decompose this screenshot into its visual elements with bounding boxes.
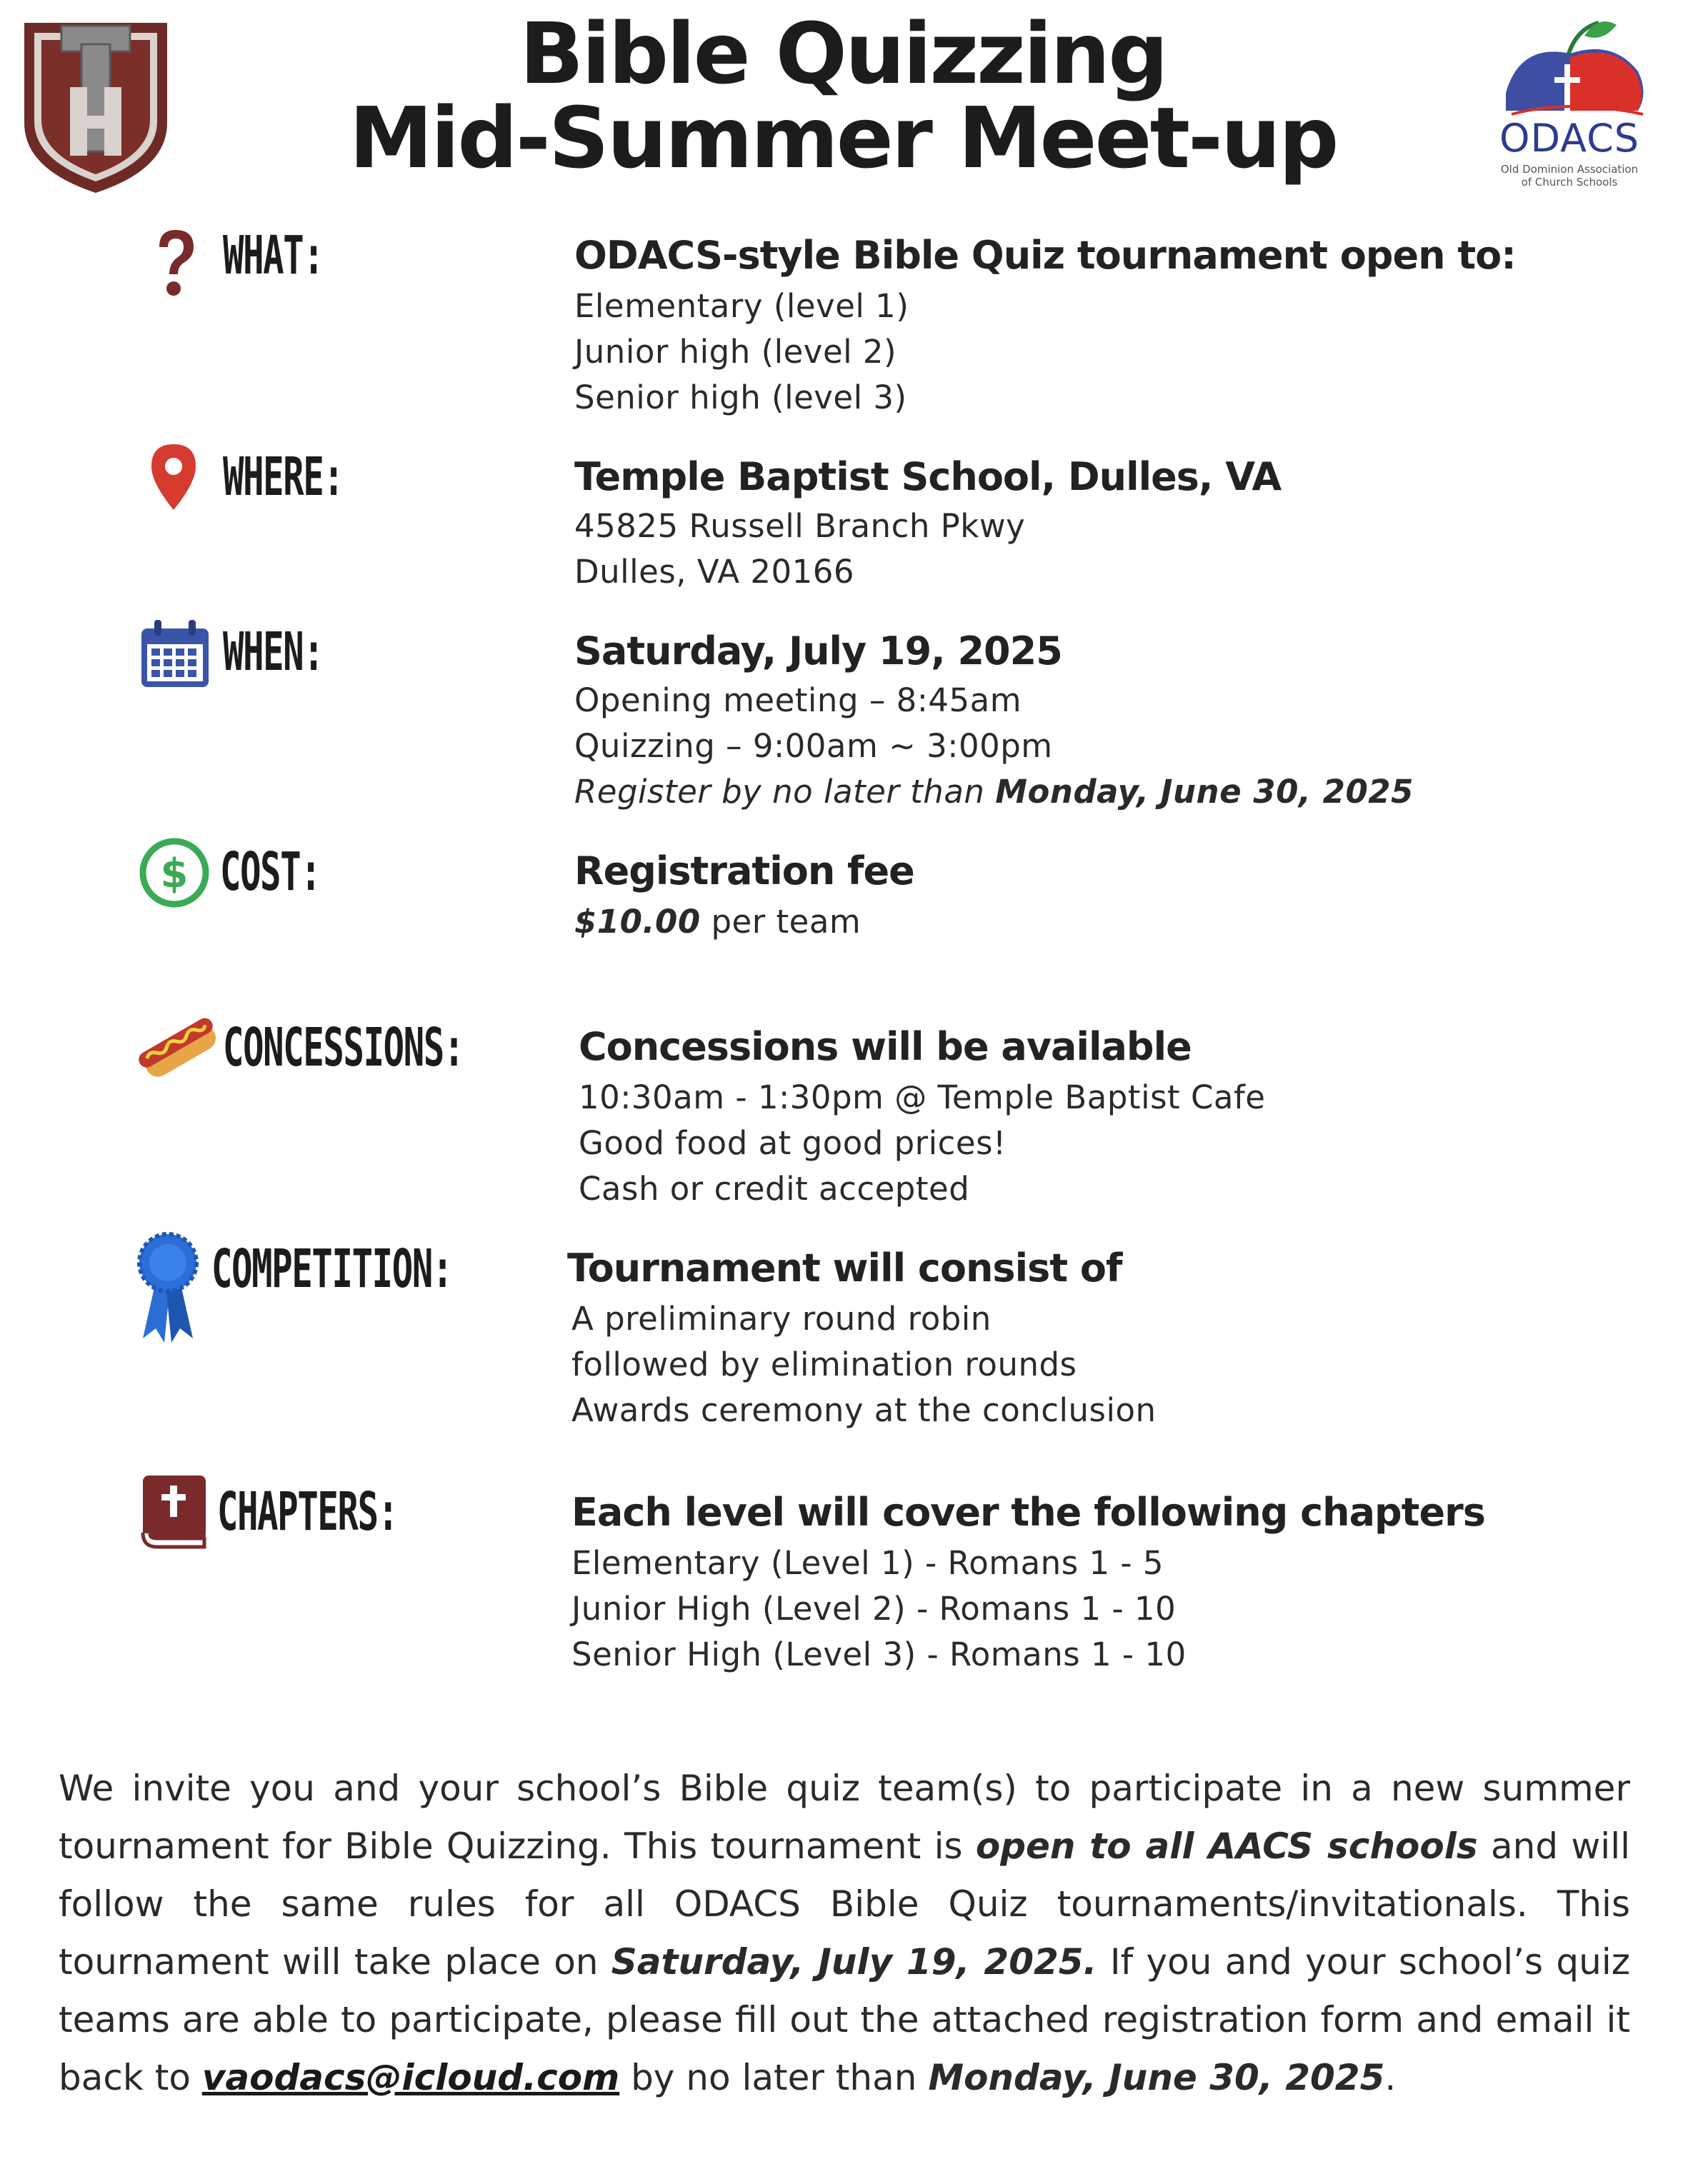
- chapters-heading: Each level will cover the following chapters: [571, 1490, 1485, 1535]
- bible-icon: [139, 1473, 209, 1550]
- dollar-icon: [139, 837, 210, 908]
- chapters-label: CHAPTERS:: [217, 1481, 398, 1543]
- concessions-line-2: Good food at good prices!: [579, 1124, 1007, 1162]
- temple-baptist-shield-logo: [17, 16, 174, 196]
- where-line-1: 45825 Russell Branch Pkwy: [574, 507, 1026, 545]
- odacs-logo-text: ODACS: [1499, 116, 1640, 161]
- cost-price-line: $10.00 per team: [574, 903, 862, 941]
- what-heading: ODACS-style Bible Quiz tournament open to:: [574, 233, 1516, 278]
- competition-line-2: followed by elimination rounds: [571, 1346, 1077, 1383]
- page-title-line2: Mid-Summer Meet-up: [349, 89, 1337, 187]
- cost-label: COST:: [220, 841, 321, 903]
- concessions-heading: Concessions will be available: [579, 1024, 1192, 1069]
- what-label: WHAT:: [223, 225, 324, 286]
- concessions-line-1: 10:30am - 1:30pm @ Temple Baptist Cafe: [579, 1078, 1266, 1116]
- odacs-logo-subtitle: Old Dominion Association of Church Schools: [1500, 163, 1639, 189]
- calendar-icon: [139, 618, 211, 690]
- when-label: WHEN:: [223, 621, 324, 683]
- question-mark-icon: [154, 227, 198, 299]
- competition-heading: Tournament will consist of: [567, 1246, 1122, 1291]
- contact-email-link[interactable]: vaodacs@icloud.com: [201, 2057, 620, 2098]
- concessions-line-3: Cash or credit accepted: [579, 1170, 970, 1208]
- when-heading: Saturday, July 19, 2025: [574, 628, 1062, 673]
- deadline-emphasis: Monday, June 30, 2025: [928, 2057, 1385, 2098]
- svg-text:$: $: [160, 851, 189, 897]
- chapters-line-3: Senior High (Level 3) - Romans 1 - 10: [571, 1636, 1187, 1673]
- cost-heading: Registration fee: [574, 848, 914, 893]
- tournament-date-emphasis: Saturday, July 19, 2025.: [611, 1941, 1097, 1983]
- where-line-2: Dulles, VA 20166: [574, 553, 855, 591]
- where-label: WHERE:: [223, 446, 344, 508]
- when-line-2: Quizzing – 9:00am ~ 3:00pm: [574, 727, 1053, 765]
- competition-line-1: A preliminary round robin: [571, 1300, 992, 1338]
- open-to-all-emphasis: open to all AACS schools: [975, 1825, 1478, 1867]
- page-title-line1: Bible Quizzing: [519, 4, 1167, 103]
- cost-price: $10.00: [574, 903, 701, 941]
- hotdog-icon: [136, 1008, 221, 1087]
- competition-line-3: Awards ceremony at the conclusion: [571, 1391, 1157, 1429]
- ribbon-icon: [136, 1231, 200, 1346]
- competition-label: COMPETITION:: [211, 1238, 453, 1300]
- map-pin-icon: [150, 443, 197, 511]
- invitation-paragraph: We invite you and your school’s Bible quiz team(s) to participate in a new summer tournament for Bible Quizzing. This tournament is open to all AACS schools and will follow the same rules for all ODACS Bible Quiz tournaments/invitationals. This tournament will take place on Saturday, July 19, 2025. If you and your school’s quiz teams are able to participate, please fill out the attached registration form and email it back to vaodacs@icloud.com by no later than Monday, June 30, 2025.: [59, 1768, 1630, 2098]
- concessions-label: CONCESSIONS:: [223, 1017, 464, 1078]
- chapters-line-2: Junior High (Level 2) - Romans 1 - 10: [571, 1590, 1177, 1628]
- chapters-line-1: Elementary (Level 1) - Romans 1 - 5: [571, 1544, 1164, 1582]
- where-heading: Temple Baptist School, Dulles, VA: [574, 454, 1282, 499]
- what-line-1: Elementary (level 1): [574, 287, 909, 325]
- what-line-3: Senior high (level 3): [574, 379, 907, 416]
- what-line-2: Junior high (level 2): [574, 333, 897, 371]
- when-line-1: Opening meeting – 8:45am: [574, 681, 1022, 719]
- register-deadline: Register by no later than Monday, June 30, 2025: [574, 773, 1414, 811]
